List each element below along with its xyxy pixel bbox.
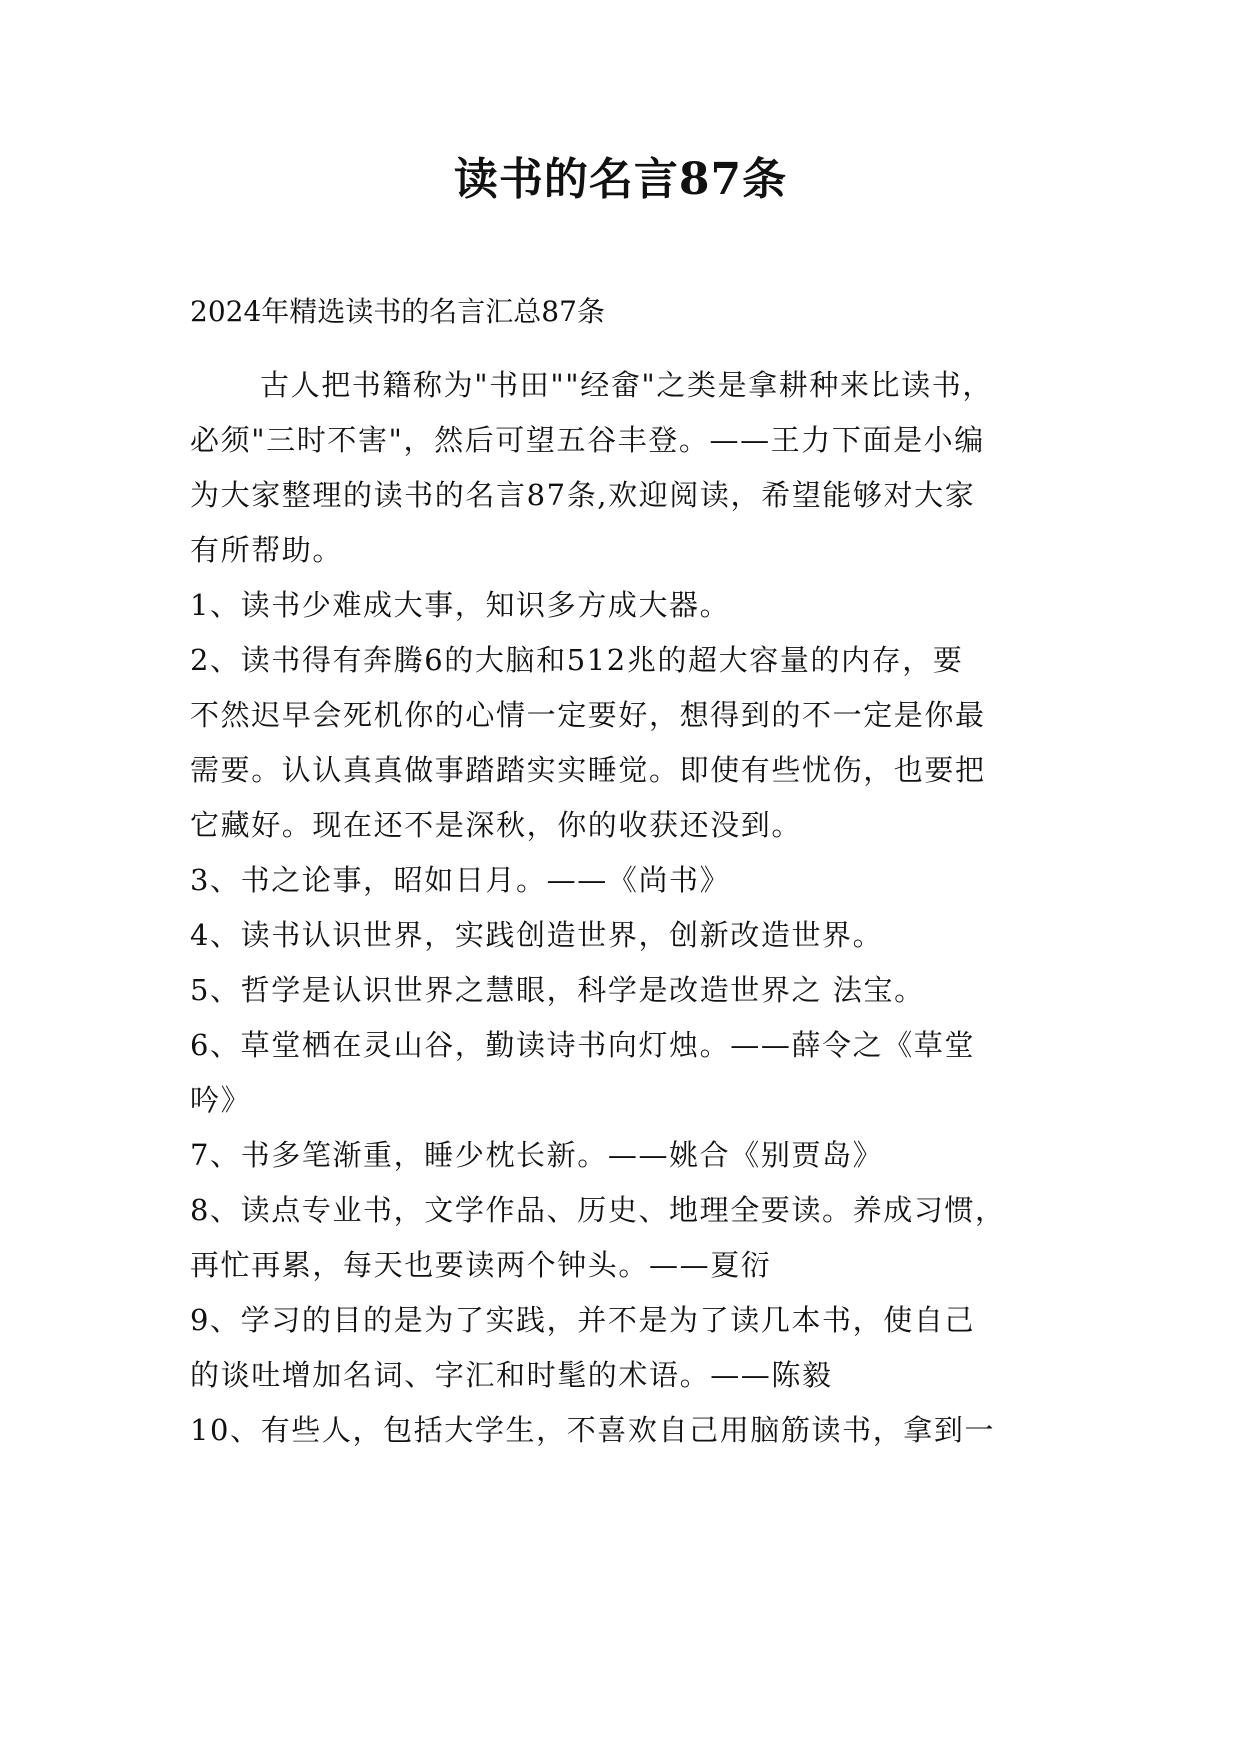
paragraph-line: 不然迟早会死机你的心情一定要好，想得到的不一定是你最: [190, 698, 986, 732]
paragraph-line: 4、读书认识世界，实践创造世界，创新改造世界。: [190, 918, 884, 952]
paragraph-line: 1、读书少难成大事，知识多方成大器。: [190, 588, 731, 622]
paragraph-line: 10、有些人，包括大学生，不喜欢自己用脑筋读书，拿到一: [190, 1413, 996, 1447]
paragraph-line: 8、读点专业书，文学作品、历史、地理全要读。养成习惯，: [190, 1193, 1006, 1227]
document-subtitle: 2024年精选读书的名言汇总87条: [190, 295, 605, 328]
paragraph-line: 古人把书籍称为"书田""经畲"之类是拿耕种来比读书，: [260, 368, 993, 402]
document-title: 读书的名言87条: [453, 154, 788, 205]
paragraph-line: 有所帮助。: [190, 533, 344, 567]
paragraph-line: 2、读书得有奔腾6的大脑和512兆的超大容量的内存，要: [190, 643, 964, 677]
paragraph-line: 它藏好。现在还不是深秋，你的收获还没到。: [190, 808, 803, 842]
paragraph-line: 9、学习的目的是为了实践，并不是为了读几本书，使自己: [190, 1303, 976, 1337]
paragraph-line: 7、书多笔渐重，睡少枕长新。——姚合《别贾岛》: [190, 1138, 884, 1172]
paragraph-line: 3、书之论事，昭如日月。——《尚书》: [190, 863, 731, 897]
paragraph-line: 需要。认认真真做事踏踏实实睡觉。即使有些忧伤，也要把: [190, 753, 986, 787]
paragraph-line: 吟》: [190, 1083, 252, 1117]
paragraph-line: 再忙再累，每天也要读两个钟头。——夏衍: [190, 1248, 772, 1282]
paragraph-line: 5、哲学是认识世界之慧眼，科学是改造世界之 法宝。: [190, 973, 925, 1007]
paragraph-line: 6、草堂栖在灵山谷，勤读诗书向灯烛。——薛令之《草堂: [190, 1028, 976, 1062]
paragraph-line: 的谈吐增加名词、字汇和时髦的术语。——陈毅: [190, 1358, 833, 1392]
paragraph-line: 必须"三时不害"，然后可望五谷丰登。——王力下面是小编: [190, 423, 985, 457]
paragraph-line: 为大家整理的读书的名言87条,欢迎阅读，希望能够对大家: [190, 478, 976, 512]
